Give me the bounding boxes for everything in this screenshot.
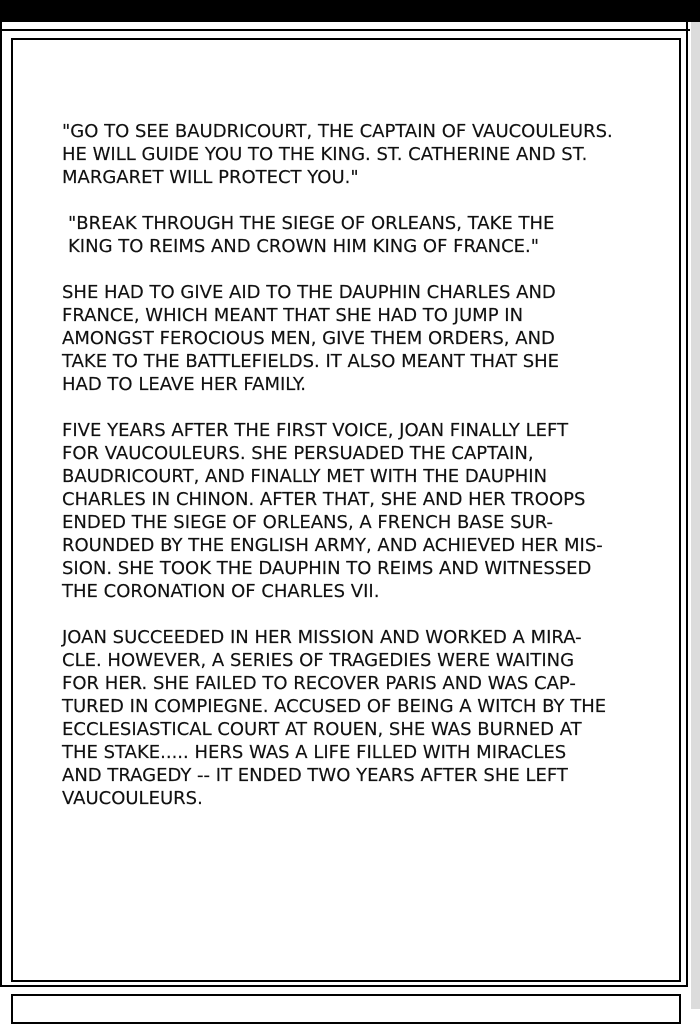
next-panel-edge bbox=[11, 994, 681, 1024]
narration-paragraph-2: FIVE YEARS AFTER THE FIRST VOICE, JOAN FINALLY LEFT FOR VAUCOULEURS. SHE PERSUADED THE CAPTAIN, BAUDRICOURT, AND FINALLY MET WITH THE DAUPHIN CHARLES IN CHINON. AFTER THAT, SHE AND HER TROOPS ENDED THE SIEGE OF ORLEANS, A FRENCH BASE SUR- ROUNDED BY THE ENGLISH ARMY, AND ACHIEVED HER MIS- SION. SHE TOOK THE DAUPHIN TO REIMS AND WITNESSED THE CORONATION OF CHARLES VII. bbox=[62, 420, 603, 602]
quote-paragraph-1: "GO TO SEE BAUDRICOURT, THE CAPTAIN OF VAUCOULEURS. HE WILL GUIDE YOU TO THE KING. ST. CATHERINE AND ST. MARGARET WILL PROTECT YOU." bbox=[62, 121, 613, 188]
right-gutter bbox=[691, 22, 700, 1009]
quote-paragraph-2: "BREAK THROUGH THE SIEGE OF ORLEANS, TAKE THE KING TO REIMS AND CROWN HIM KING OF FRANCE." bbox=[68, 213, 555, 257]
narration-paragraph-1: SHE HAD TO GIVE AID TO THE DAUPHIN CHARLES AND FRANCE, WHICH MEANT THAT SHE HAD TO JUMP IN AMONGST FEROCIOUS MEN, GIVE THEM ORDERS, AND TAKE TO THE BATTLEFIELDS. IT ALSO MEANT THAT SHE HAD TO LEAVE HER FAMILY. bbox=[62, 282, 560, 395]
narration-text-block bbox=[62, 120, 662, 833]
top-black-bar bbox=[0, 0, 700, 22]
outer-panel-top-border bbox=[0, 29, 690, 31]
narration-paragraph-3: JOAN SUCCEEDED IN HER MISSION AND WORKED A MIRA- CLE. HOWEVER, A SERIES OF TRAGEDIES WERE WAITING FOR HER. SHE FAILED TO RECOVER PARIS AND WAS CAP- TURED IN COMPIEGNE. ACCUSED OF BEING A WITCH BY THE ECCLESIASTICAL COURT AT ROUEN, SHE WAS BURNED AT THE STAKE..... HERS WAS A LIFE FILLED WITH MIRACLES AND TRAGEDY -- IT ENDED TWO YEARS AFTER SHE LEFT VAUCOULEURS. bbox=[62, 627, 607, 809]
